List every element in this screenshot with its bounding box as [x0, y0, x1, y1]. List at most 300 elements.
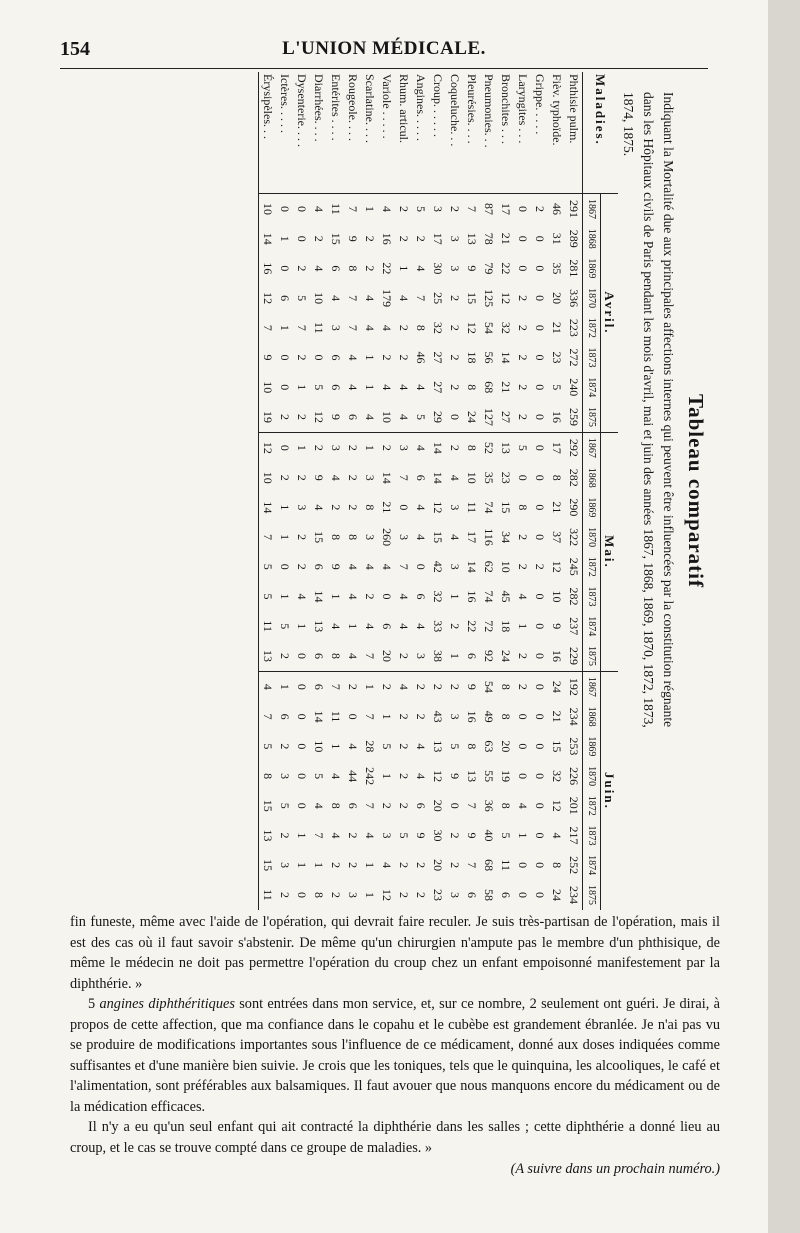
table-cell: 87: [480, 194, 497, 224]
table-cell: 2: [516, 354, 530, 361]
table-cell: 2: [310, 432, 327, 462]
table-cell: 2: [531, 194, 548, 224]
table-cell: 2: [378, 671, 395, 701]
table-cell: 201: [567, 796, 581, 815]
table-cell: 1: [295, 623, 309, 630]
year-header: 1868: [583, 224, 601, 254]
table-cell: 7: [363, 653, 377, 659]
table-cell: 290: [567, 498, 581, 517]
table-cell: 0: [516, 773, 530, 780]
disease-name: Grippe. . . . .: [533, 74, 547, 135]
disease-name: Pleurésies. . . .: [465, 74, 479, 144]
table-cell: 20: [431, 859, 445, 872]
table-cell: 0: [531, 671, 548, 701]
table-cell: 13: [465, 232, 479, 245]
table-cell: 6: [278, 295, 292, 302]
table-cell: 2: [414, 713, 428, 720]
table-cell: 1: [361, 671, 378, 701]
table-cell: 4: [346, 653, 360, 659]
table-cell: 3: [448, 265, 462, 272]
table-cell: 2: [397, 802, 411, 809]
table-cell: 0: [312, 354, 326, 361]
table-cell: 37: [550, 531, 564, 544]
table-cell: 192: [565, 671, 583, 701]
table-cell: 3: [448, 713, 462, 720]
disease-name: Laryngites . . .: [516, 74, 530, 144]
table-cell: 6: [346, 414, 360, 421]
table-cell: 125: [482, 289, 496, 308]
table-cell: 27: [499, 411, 513, 424]
table-cell: 49: [482, 710, 496, 723]
table-cell: 2: [448, 862, 462, 869]
table-cell: 3: [278, 862, 292, 869]
table-cell: 2: [278, 474, 292, 481]
table-cell: 4: [259, 671, 277, 701]
table-cell: 2: [397, 324, 411, 331]
table-cell: 2: [414, 235, 428, 242]
disease-name: Variole . . . . .: [380, 74, 394, 139]
table-cell: 237: [567, 617, 581, 636]
table-row: [446, 72, 463, 910]
table-cell: 4: [550, 832, 564, 839]
table-cell: 5: [448, 743, 462, 750]
table-cell: 4: [363, 295, 377, 302]
table-cell: 2: [446, 194, 463, 224]
table-cell: 46: [548, 194, 565, 224]
table-cell: 226: [567, 767, 581, 786]
table-cell: 20: [499, 740, 513, 753]
table-cell: 0: [516, 743, 530, 750]
table-cell: 1: [295, 384, 309, 391]
table-cell: 68: [482, 381, 496, 394]
table-cell: 7: [346, 295, 360, 302]
table-cell: 6: [465, 892, 479, 899]
table-cell: 4: [380, 384, 394, 391]
table-cell: 4: [414, 534, 428, 541]
table-cell: 1: [312, 862, 326, 869]
table-cell: 12: [312, 411, 326, 424]
table-cell: 2: [278, 743, 292, 750]
table-cell: 22: [380, 262, 394, 275]
table-cell: 13: [497, 432, 514, 462]
year-header: 1872: [583, 313, 601, 343]
year-header: 1869: [583, 254, 601, 284]
table-cell: 0: [531, 432, 548, 462]
table-cell: 3: [395, 432, 412, 462]
table-cell: 7: [463, 194, 480, 224]
p2-emphasis: angines diphthéritiques: [99, 996, 235, 1012]
table-cell: 3: [414, 653, 428, 659]
table-cell: 15: [431, 531, 445, 544]
table-cell: 0: [276, 194, 293, 224]
year-header: 1875: [583, 641, 601, 671]
year-header: 1868: [583, 702, 601, 732]
table-cell: 2: [295, 534, 309, 541]
table-cell: 24: [550, 889, 564, 902]
header-rule: [60, 68, 708, 69]
year-header: 1875: [583, 880, 601, 910]
table-cell: 2: [397, 713, 411, 720]
table-cell: 2: [344, 671, 361, 701]
table-cell: 2: [448, 295, 462, 302]
table-cell: 7: [465, 802, 479, 809]
table-cell: 2: [397, 743, 411, 750]
table-cell: 0: [533, 713, 547, 720]
table-subtitle-line1: Indiquant la Mortalité due aux principales affections internes qui peuvent être influencées par la constitution régnante: [661, 92, 676, 728]
table-cell: 0: [533, 593, 547, 600]
table-cell: 2: [295, 265, 309, 272]
table-cell: 217: [567, 826, 581, 845]
table-cell: 7: [259, 313, 277, 343]
table-cell: 5: [550, 384, 564, 391]
table-cell: 23: [550, 351, 564, 364]
table-cell: 6: [414, 802, 428, 809]
table-cell: 30: [431, 829, 445, 842]
table-cell: 4: [329, 773, 343, 780]
table-cell: 9: [414, 832, 428, 839]
table-cell: 2: [346, 862, 360, 869]
table-cell: 18: [465, 351, 479, 364]
table-cell: 34: [499, 531, 513, 544]
year-header: 1869: [583, 493, 601, 523]
table-cell: 16: [259, 254, 277, 284]
table-cell: 0: [278, 563, 292, 570]
table-cell: 7: [259, 522, 277, 552]
paragraph-2: [70, 994, 720, 1117]
table-cell: 74: [482, 501, 496, 514]
table-cell: 4: [378, 194, 395, 224]
table-cell: 3: [329, 324, 343, 331]
table-cell: 4: [414, 504, 428, 511]
year-header: 1875: [583, 402, 601, 432]
table-cell: 2: [378, 432, 395, 462]
table-cell: 68: [482, 859, 496, 872]
table-cell: 2: [397, 892, 411, 899]
running-title: L'UNION MÉDICALE.: [282, 38, 486, 59]
table-cell: 2: [363, 265, 377, 272]
table-cell: 3: [448, 235, 462, 242]
table-cell: 74: [482, 590, 496, 603]
table-cell: 1: [329, 743, 343, 750]
year-header: 1867: [583, 432, 601, 462]
table-cell: 8: [414, 324, 428, 331]
table-cell: 6: [414, 593, 428, 600]
table-cell: 2: [346, 504, 360, 511]
table-cell: 12: [380, 889, 394, 902]
table-cell: 9: [448, 773, 462, 780]
disease-name: Entérites . . . .: [329, 74, 343, 141]
table-cell: 245: [567, 557, 581, 576]
table-row: [293, 72, 310, 910]
table-cell: 14: [259, 224, 277, 254]
year-header: 1873: [583, 582, 601, 612]
table-cell: 7: [397, 563, 411, 570]
table-cell: 1: [363, 862, 377, 869]
table-row: [480, 72, 497, 910]
table-cell: 0: [533, 534, 547, 541]
table-cell: 0: [533, 324, 547, 331]
table-cell: 24: [548, 671, 565, 701]
year-header: 1870: [583, 522, 601, 552]
table-cell: 240: [567, 378, 581, 397]
table-cell: 3: [397, 534, 411, 541]
table-cell: 0: [346, 713, 360, 720]
table-cell: 6: [499, 892, 513, 899]
table-cell: 2: [278, 653, 292, 659]
table-cell: 2: [533, 563, 547, 570]
table-cell: 12: [550, 799, 564, 812]
table-cell: 9: [346, 235, 360, 242]
table-cell: 259: [567, 408, 581, 427]
table-cell: 78: [482, 232, 496, 245]
table-cell: 4: [448, 474, 462, 481]
table-cell: 54: [482, 321, 496, 334]
table-cell: 5: [414, 414, 428, 421]
table-cell: 11: [327, 194, 344, 224]
table-cell: 45: [499, 590, 513, 603]
table-row: [361, 72, 378, 910]
table-cell: 2: [397, 862, 411, 869]
table-cell: 0: [533, 892, 547, 899]
table-cell: 24: [465, 411, 479, 424]
table-cell: 13: [465, 770, 479, 783]
table-cell: 2: [329, 504, 343, 511]
table-cell: 2: [346, 832, 360, 839]
table-cell: 2: [414, 892, 428, 899]
table-cell: 2: [346, 474, 360, 481]
table-cell: 3: [448, 563, 462, 570]
table-cell: 1: [346, 623, 360, 630]
p2-start: 5: [88, 996, 100, 1012]
table-cell: 2: [329, 892, 343, 899]
table-cell: 6: [465, 653, 479, 659]
table-cell: 8: [363, 504, 377, 511]
month-june: Juin.: [601, 671, 619, 910]
table-cell: 0: [295, 743, 309, 750]
table-cell: 11: [259, 880, 277, 910]
disease-name: Rougeole. . . .: [346, 74, 360, 141]
table-cell: 291: [565, 194, 583, 224]
table-cell: 2: [516, 414, 530, 421]
table-cell: 1: [276, 671, 293, 701]
table-row: [276, 72, 293, 910]
table-cell: 4: [395, 671, 412, 701]
year-header: 1873: [583, 343, 601, 373]
table-cell: 5: [312, 384, 326, 391]
disease-name: Ictères. . . . .: [278, 74, 292, 133]
table-cell: 2: [380, 354, 394, 361]
table-cell: 5: [312, 773, 326, 780]
table-cell: 0: [516, 474, 530, 481]
table-cell: 281: [567, 259, 581, 278]
table-cell: 72: [482, 620, 496, 633]
year-header: 1868: [583, 463, 601, 493]
table-cell: 10: [259, 372, 277, 402]
table-cell: 4: [397, 593, 411, 600]
table-cell: 16: [550, 650, 564, 662]
table-cell: 22: [465, 620, 479, 633]
table-cell: 0: [295, 802, 309, 809]
table-cell: 2: [412, 671, 429, 701]
year-header: 1874: [583, 611, 601, 641]
table-cell: 12: [499, 292, 513, 305]
table-cell: 322: [567, 528, 581, 547]
table-cell: 6: [329, 384, 343, 391]
table-row: [344, 72, 361, 910]
table-cell: 0: [533, 802, 547, 809]
table-cell: 4: [414, 773, 428, 780]
table-cell: 116: [482, 528, 496, 546]
table-cell: 4: [397, 384, 411, 391]
disease-name: Diarrhées. . . .: [312, 74, 326, 142]
table-cell: 32: [431, 590, 445, 603]
table-cell: 5: [514, 432, 531, 462]
table-cell: 6: [312, 653, 326, 659]
table-cell: 17: [465, 531, 479, 544]
table-cell: 5: [412, 194, 429, 224]
disease-name: Croup. . . . . .: [431, 74, 445, 137]
table-cell: 17: [548, 432, 565, 462]
table-cell: 63: [482, 740, 496, 753]
table-cell: 4: [414, 265, 428, 272]
table-cell: 1: [278, 324, 292, 331]
table-cell: 2: [516, 295, 530, 302]
table-cell: 62: [482, 560, 496, 573]
table-cell: 1: [380, 713, 394, 720]
table-cell: 4: [397, 623, 411, 630]
table-cell: 5: [397, 832, 411, 839]
table-cell: 32: [431, 321, 445, 334]
table-cell: 1: [293, 432, 310, 462]
table-cell: 2: [380, 802, 394, 809]
table-subtitle-line3: 1874, 1875.: [621, 92, 636, 157]
table-cell: 9: [465, 265, 479, 272]
table-row: [378, 72, 395, 910]
table-cell: 24: [499, 650, 513, 662]
table-cell: 5: [259, 582, 277, 612]
table-cell: 8: [329, 653, 343, 659]
table-cell: 10: [312, 740, 326, 753]
table-cell: 8: [312, 892, 326, 899]
table-cell: 16: [550, 411, 564, 424]
table-cell: 8: [499, 802, 513, 809]
disease-name: Angines. . . . .: [414, 74, 428, 141]
table-cell: 42: [431, 560, 445, 573]
table-row: [497, 72, 514, 910]
table-cell: 17: [497, 194, 514, 224]
table-cell: 2: [344, 432, 361, 462]
table-row: [429, 72, 446, 910]
table-cell: 4: [412, 432, 429, 462]
table-cell: 10: [312, 292, 326, 305]
continued-note: [70, 1159, 720, 1180]
table-cell: 4: [312, 802, 326, 809]
table-cell: 6: [346, 802, 360, 809]
table-cell: 10: [550, 590, 564, 603]
rotated-table: [60, 72, 708, 910]
table-cell: 4: [363, 414, 377, 421]
table-cell: 2: [397, 653, 411, 659]
table-cell: 1: [516, 832, 530, 839]
table-cell: 0: [293, 671, 310, 701]
table-cell: 2: [278, 892, 292, 899]
table-cell: 20: [431, 799, 445, 812]
table-cell: 1: [363, 892, 377, 899]
table-cell: 8: [497, 671, 514, 701]
table-cell: 0: [533, 773, 547, 780]
table-cell: 21: [499, 232, 513, 245]
table-cell: 5: [295, 295, 309, 302]
table-cell: 4: [329, 295, 343, 302]
table-cell: 4: [363, 623, 377, 630]
table-cell: 14: [431, 471, 445, 484]
table-cell: 2: [448, 623, 462, 630]
year-header: 1873: [583, 821, 601, 851]
p2-rest: sont entrées dans mon service, et, sur ce nombre, 2 seulement ont guéri. Je dirai, à propos de cette affection, que ma confiance dans le copahu et le cubèbe est grandement ébranlée. Je n'ai pas vu se produire de modifications importantes sous l'influence de ce médicament, donné aux doses indiquées comme suffisantes et d'une manière bien suivie. Je crois que les toniques, tels que le quinquina, les alcooliques, le café et l'alimentation, sont préférables aux balsamiques. Il faut avouer que nous manquons encore du médicament ou de la médication efficaces.: [70, 996, 720, 1115]
table-cell: 11: [499, 859, 513, 871]
page-number: 154: [60, 38, 90, 60]
table-cell: 1: [278, 235, 292, 242]
table-cell: 5: [278, 623, 292, 630]
table-cell: 4: [414, 743, 428, 750]
table-cell: 4: [414, 384, 428, 391]
table-cell: 25: [431, 292, 445, 305]
table-cell: 19: [259, 402, 277, 432]
table-cell: 21: [550, 321, 564, 334]
table-row: [565, 72, 583, 910]
year-header: 1872: [583, 791, 601, 821]
table-cell: 1: [363, 354, 377, 361]
table-cell: 11: [329, 710, 343, 723]
table-cell: 0: [448, 414, 462, 421]
table-cell: 1: [295, 832, 309, 839]
table-cell: 14: [499, 351, 513, 364]
year-header: 1870: [583, 761, 601, 791]
table-cell: 9: [550, 623, 564, 630]
table-cell: 0: [533, 623, 547, 630]
table-cell: 13: [259, 641, 277, 671]
table-cell: 2: [329, 862, 343, 869]
table-cell: 4: [329, 832, 343, 839]
table-cell: 10: [465, 471, 479, 484]
table-cell: 1: [397, 265, 411, 272]
table-cell: 2: [514, 671, 531, 701]
table-cell: 18: [499, 620, 513, 633]
table-cell: 4: [380, 862, 394, 869]
table-cell: 4: [329, 623, 343, 630]
table-cell: 2: [448, 384, 462, 391]
table-cell: 0: [448, 802, 462, 809]
table-row: [463, 72, 480, 910]
table-cell: 0: [533, 474, 547, 481]
table-cell: 2: [363, 235, 377, 242]
disease-name: Coqueluche. . .: [448, 74, 462, 147]
table-cell: 46: [414, 351, 428, 364]
table-cell: 14: [380, 471, 394, 484]
table-cell: 0: [533, 265, 547, 272]
table-cell: 1: [278, 593, 292, 600]
table-cell: 29: [431, 411, 445, 424]
table-cell: 2: [516, 324, 530, 331]
table-cell: 3: [278, 773, 292, 780]
table-cell: 2: [295, 563, 309, 570]
table-cell: 0: [278, 354, 292, 361]
table-cell: 4: [363, 324, 377, 331]
table-cell: 3: [380, 832, 394, 839]
table-cell: 58: [482, 889, 496, 902]
table-cell: 4: [397, 295, 411, 302]
table-row: [395, 72, 412, 910]
